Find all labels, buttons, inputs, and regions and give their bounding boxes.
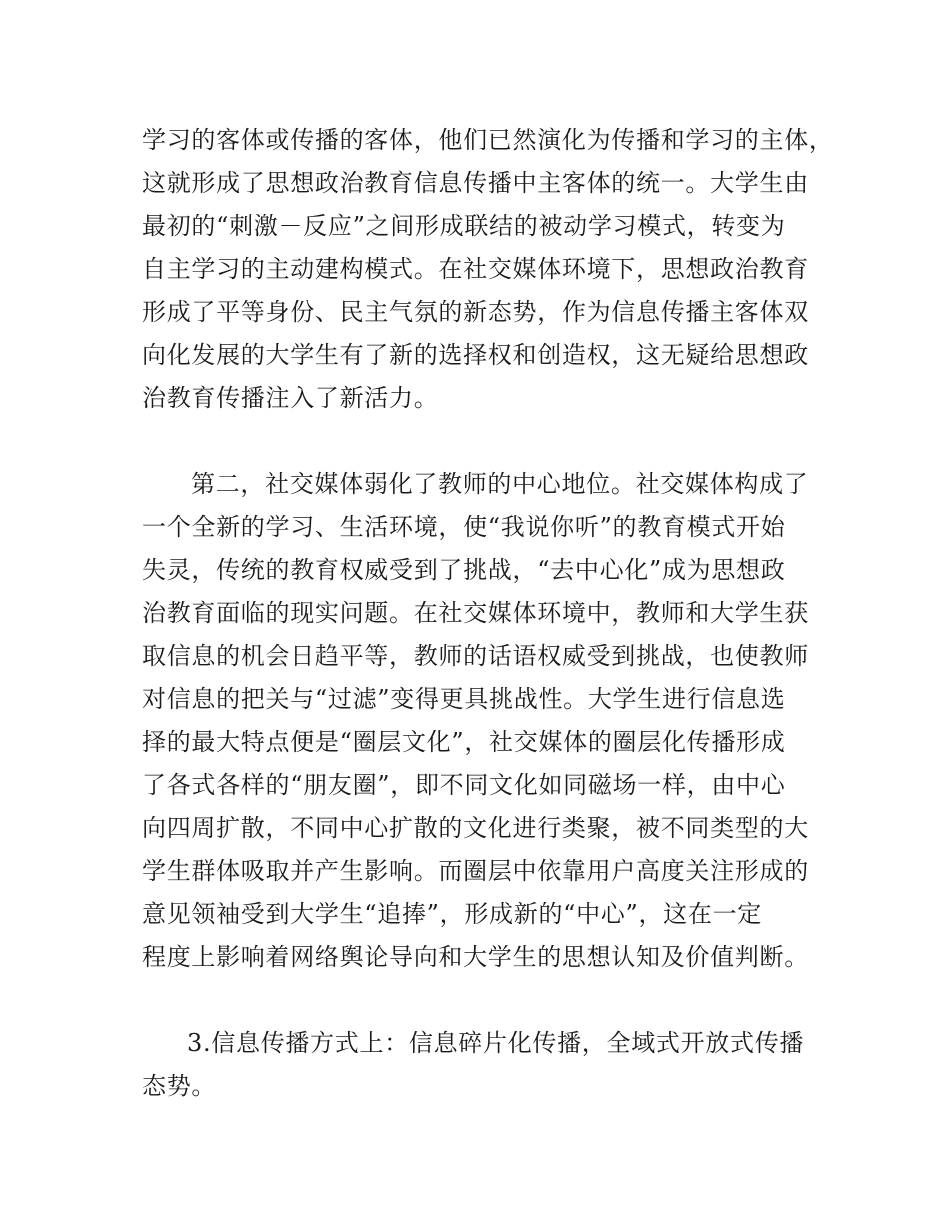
section-heading-3-line-2: 态势。 bbox=[142, 1072, 217, 1100]
paragraph-1-line-1: 学习的客体或传播的客体，他们已然演化为传播和学习的主体， bbox=[142, 126, 834, 154]
paragraph-2-line-12: 程度上影响着网络舆论导向和大学生的思想认知及价值判断。 bbox=[142, 943, 809, 971]
paragraph-1-line-5: 形成了平等身份、民主气氛的新态势，作为信息传播主客体双 bbox=[142, 298, 809, 326]
paragraph-2-line-8: 了各式各样的“朋友圈”，即不同文化如同磁场一样，由中心 bbox=[142, 771, 786, 799]
section-heading-3-line-1: 3.信息传播方式上：信息碎片化传播，全域式开放式传播 bbox=[187, 1029, 805, 1057]
paragraph-2-line-10: 学生群体吸取并产生影响。而圈层中依靠用户高度关注形成的 bbox=[142, 857, 809, 885]
paragraph-2-line-3: 失灵，传统的教育权威受到了挑战，“去中心化”成为思想政 bbox=[142, 556, 786, 584]
paragraph-2-line-1: 第二，社交媒体弱化了教师的中心地位。社交媒体构成了 bbox=[191, 470, 809, 498]
paragraph-2-line-11: 意见领袖受到大学生“追捧”，形成新的“中心”，这在一定 bbox=[142, 900, 762, 928]
paragraph-1-line-7: 治教育传播注入了新活力。 bbox=[142, 384, 439, 412]
paragraph-2-line-2: 一个全新的学习、生活环境，使“我说你听”的教育模式开始 bbox=[142, 513, 786, 541]
paragraph-2-line-5: 取信息的机会日趋平等，教师的话语权威受到挑战，也使教师 bbox=[142, 642, 809, 670]
paragraph-2-line-9: 向四周扩散，不同中心扩散的文化进行类聚，被不同类型的大 bbox=[142, 814, 809, 842]
paragraph-1-line-6: 向化发展的大学生有了新的选择权和创造权，这无疑给思想政 bbox=[142, 341, 809, 369]
paragraph-1-line-3: 最初的“刺激－反应”之间形成联结的被动学习模式，转变为 bbox=[142, 212, 786, 240]
paragraph-1-line-4: 自主学习的主动建构模式。在社交媒体环境下，思想政治教育 bbox=[142, 255, 809, 283]
paragraph-2-line-7: 择的最大特点便是“圈层文化”，社交媒体的圈层化传播形成 bbox=[142, 728, 786, 756]
paragraph-2-line-4: 治教育面临的现实问题。在社交媒体环境中，教师和大学生获 bbox=[142, 599, 809, 627]
paragraph-2-line-6: 对信息的把关与“过滤”变得更具挑战性。大学生进行信息选 bbox=[142, 685, 786, 713]
paragraph-1-line-2: 这就形成了思想政治教育信息传播中主客体的统一。大学生由 bbox=[142, 169, 809, 197]
